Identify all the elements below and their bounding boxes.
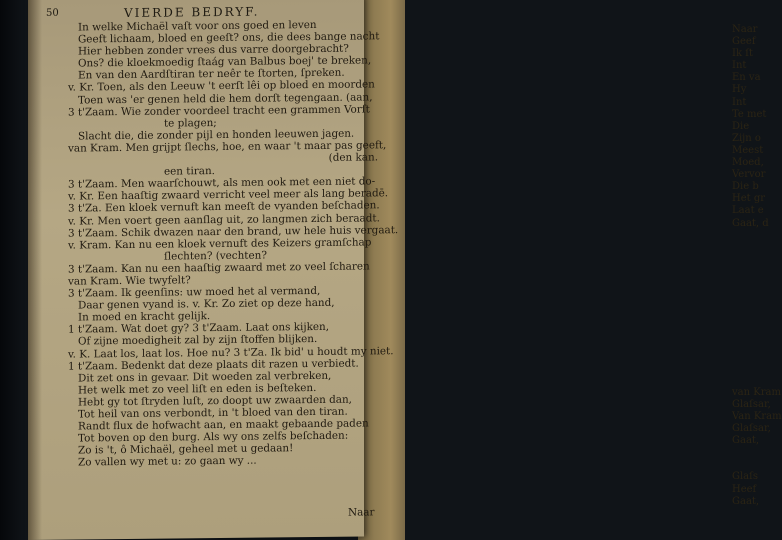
facing-page-line <box>732 363 763 375</box>
text-line: v. Kr. Men voert geen aanſlag uit, zo langmen zich beraadt. <box>68 211 380 228</box>
text-line: te plagen; <box>164 116 217 130</box>
facing-page-line <box>732 326 763 338</box>
text-line: Slacht die, die zonder pijl en honden leeuwen jagen. <box>78 127 355 143</box>
text-line: 1 t'Zaam. Wat doet gy? 3 t'Zaam. Laat ons kijken, <box>68 321 330 336</box>
text-line: van Kram. Wie twyfelt? <box>68 274 191 288</box>
facing-page-line: Int <box>732 96 747 108</box>
text-line: 3 t'Zaam. Wie zonder voordeel tracht een grammen Vorſt <box>68 103 370 119</box>
facing-page-line: Glaſs <box>732 471 758 483</box>
facing-page-line: Naar <box>732 24 758 35</box>
text-line: 3 t'Za. Een kloek vernuft kan meeſt de vyanden beſchaden. <box>68 199 380 215</box>
facing-page-line: Glaſsar, <box>732 398 771 410</box>
text-line: Hier hebben zonder vrees dus varre doorgebracht? <box>78 42 349 58</box>
text-line: 3 t'Zaam. Ik geenſins: uw moed het al vermand, <box>68 285 321 300</box>
text-line: En van den Aardſtiran ter neêr te ſtorten, ſpreken. <box>78 67 345 82</box>
text-line: v. Kr. Toen, als den Leeuw 't eerſt lêi op bloed en moorden <box>68 78 375 95</box>
facing-page-line: Die b <box>732 181 759 193</box>
running-head: VIERDE BEDRYF. <box>124 4 260 20</box>
facing-page-line: Moed, <box>732 157 764 169</box>
facing-page-line <box>732 302 763 314</box>
text-line: Hebt gy tot ſtryden luſt, zo doopt uw zwaarden dan, <box>78 393 352 409</box>
facing-page-line <box>732 375 763 387</box>
text-line: 1 t'Zaam. Bedenkt dat deze plaats dit razen u verbiedt. <box>68 357 359 373</box>
facing-page-line: Glaſsar, <box>732 423 771 435</box>
text-line: (den kan. <box>328 151 378 164</box>
book-page <box>28 0 399 540</box>
facing-page-text <box>732 24 782 524</box>
facing-page-line <box>732 242 763 254</box>
text-line: 3 t'Zaam. Men waarſchouwt, als men ook met een niet do- <box>68 175 376 191</box>
facing-page-line <box>732 278 763 290</box>
text-line: v. Kram. Kan nu een kloek vernuft des Keizers gramſchap <box>68 236 372 252</box>
catchword: Naar <box>348 506 375 519</box>
page-body <box>68 18 399 469</box>
facing-page-line <box>732 338 763 350</box>
text-line: Het welk met zo veel liſt en eden is beſteken. <box>78 381 317 397</box>
facing-page-line <box>732 351 763 363</box>
text-line: Randt flux de hofwacht aan, en maakt gebaande paden <box>78 417 369 433</box>
facing-page-line <box>732 254 763 266</box>
text-line: v. K. Laat los, laat los. Hoe nu? 3 t'Za. Ik bid' u houdt my niet. <box>68 344 394 361</box>
facing-page-line: Laat e <box>732 205 764 217</box>
facing-page-line: Meest <box>732 144 764 156</box>
text-line: Geeft lichaam, bloed en geeſt? ons, die dees bange nacht <box>78 30 380 46</box>
text-line: 3 t'Zaam. Schik dwazen naar den brand, uw hele huis vergaat. <box>68 223 399 240</box>
text-line: ſlechten? (vechten? <box>164 249 267 263</box>
text-line: Of zijne moedigheit zal by zijn ſtoffen blijken. <box>78 333 318 348</box>
text-line: Daar genen vyand is. v. Kr. Zo ziet op deze hand, <box>78 296 335 312</box>
facing-page-line: Van Kram <box>732 411 782 422</box>
text-line: Zo is 't, ô Michaël, geheel met u gedaan! <box>78 442 294 457</box>
facing-page-line: Heef <box>732 483 757 495</box>
text-line: v. Kr. Een haaſtig zwaard verricht veel meer als lang beradē. <box>68 187 389 203</box>
facing-page-line: En va <box>732 72 761 84</box>
text-line: Toen was 'er genen held die hem dorſt tegengaan. (aan, <box>78 90 373 107</box>
facing-page-line: Gaat, <box>732 435 760 447</box>
facing-page-line <box>732 290 763 302</box>
text-line: Tot boven op den burg. Als wy ons zelfs beſchaden: <box>78 429 349 445</box>
facing-page-line: Gaat, d <box>732 217 769 229</box>
text-line: 3 t'Zaam. Kan nu een haaſtig zwaard met zo veel ſcharen <box>68 260 370 276</box>
text-line: Zo vallen wy met u: zo gaan wy ... <box>78 454 257 469</box>
facing-page-line <box>732 266 763 278</box>
text-line: In moed en kracht gelijk. <box>78 310 211 324</box>
facing-page-line: Gaat, <box>732 495 760 507</box>
text-line: een tiran. <box>164 165 215 178</box>
text-line: Ons? die kloekmoedig ſtaág van Balbus boej' te breken, <box>78 54 372 70</box>
facing-page-line <box>732 447 763 459</box>
facing-page-line: Zijn o <box>732 132 761 144</box>
facing-page-line: Het gr <box>732 193 766 205</box>
facing-page-line: van Kram <box>732 386 781 398</box>
facing-page-line: Geef <box>732 36 756 48</box>
text-line: In welke Michaël vaſt voor ons goed en leven <box>78 18 317 34</box>
facing-page-line: Die <box>732 120 750 132</box>
facing-page-line: Ik ſt <box>732 48 753 60</box>
page-number: 50 <box>46 7 59 19</box>
facing-page-line: Hy <box>732 84 747 96</box>
text-line: van Kram. Men grijpt ſlechs, hoe, en waar 't maar pas geeft, <box>68 139 387 155</box>
text-line: Tot heil van ons verbondt, in 't bloed van den tiran. <box>78 405 348 421</box>
facing-page-line <box>732 314 763 326</box>
facing-page-line: Vervor <box>732 169 766 181</box>
text-line: Dit zet ons in gevaar. Dit woeden zal verbreken, <box>78 369 332 385</box>
facing-page-line <box>732 459 763 471</box>
facing-page-line: Int <box>732 60 747 72</box>
facing-page-line <box>732 230 763 242</box>
facing-page-line: Te met <box>732 108 767 120</box>
